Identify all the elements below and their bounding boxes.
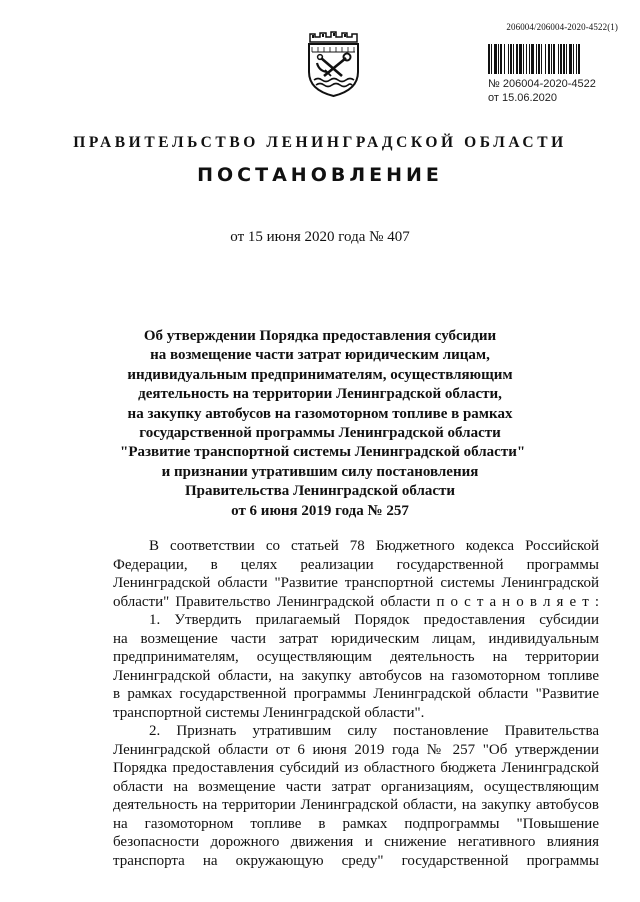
body-line: на возмещение части затрат юридическим лицам, индивидуальным [113,630,599,647]
authority-title: ПРАВИТЕЛЬСТВО ЛЕНИНГРАДСКОЙ ОБЛАСТИ [73,134,567,151]
barcode [488,44,614,74]
heading-line: деятельность на территории Ленинградской области, [138,386,502,403]
body-line: безопасности дорожного движения и снижение негативного влияния [113,834,599,850]
body-line: деятельность на территории Ленинградской области, на закупку автобусов [113,797,599,813]
registration-stamp [488,77,596,105]
body-line: В соответствии со статьей 78 Бюджетного кодекса Российской [149,538,599,554]
heading-line: Правительства Ленинградской области [184,483,456,500]
body-line: области на возмещение части затрат организациям, осуществляющим [113,778,599,795]
document-date: от 15 июня 2020 года № 407 [230,229,410,245]
body-line: на газомоторном топливе в рамках подпрограммы "Повышение [113,815,599,832]
body-line: Ленинградской области "Развитие транспортной системы Ленинградской [113,575,599,591]
document-type: ПОСТАНОВЛЕНИЕ [197,164,443,186]
body-line: Федерации, в целях реализации государственной программы [113,556,599,573]
body-line: 1. Утвердить прилагаемый Порядок предоставления субсидии [149,612,599,628]
resolution-heading [120,327,526,521]
heading-line: государственной программы Ленинградской области [139,425,501,442]
document-code: 206004/206004-2020-4522(1) [506,22,618,32]
registration-number: № 206004-2020-4522 [488,78,596,90]
coat-of-arms-icon [300,30,362,98]
body-line: Ленинградской области от 6 июня 2019 года № 257 "Об утверждении [113,741,599,758]
heading-line: от 6 июня 2019 года № 257 [231,502,409,519]
resolution-body [113,537,599,870]
body-line: области" Правительство Ленинградской области п о с т а н о в л я е т : [113,593,599,610]
body-line: в рамках государственной программы Ленинградской области "Развитие [113,686,599,702]
body-line: транспорта на окружающую среду" государственной программы [113,852,599,869]
heading-line: Об утверждении Порядка предоставления субсидии [143,328,497,344]
body-line: Ленинградской области, на закупку автобусов на газомоторном топливе [113,667,599,684]
registration-date: от 15.06.2020 [488,92,558,104]
body-line: Порядка предоставления субсидий из областного бюджета Ленинградской [113,760,599,776]
body-line: 2. Признать утратившим силу постановление Правительства [149,723,599,739]
body-line: транспортной системы Ленинградской области". [113,704,425,721]
body-line: предпринимателям, осуществляющим деятельность на территории [113,649,599,665]
heading-line: и признании утратившим силу постановления [161,463,479,480]
heading-line: индивидуальным предпринимателям, осуществляющим [127,366,513,383]
heading-line: на возмещение части затрат юридическим лицам, [150,347,490,364]
heading-line: "Развитие транспортной системы Ленинградской области" [120,444,526,461]
heading-line: на закупку автобусов на газомоторном топливе в рамках [127,405,513,422]
